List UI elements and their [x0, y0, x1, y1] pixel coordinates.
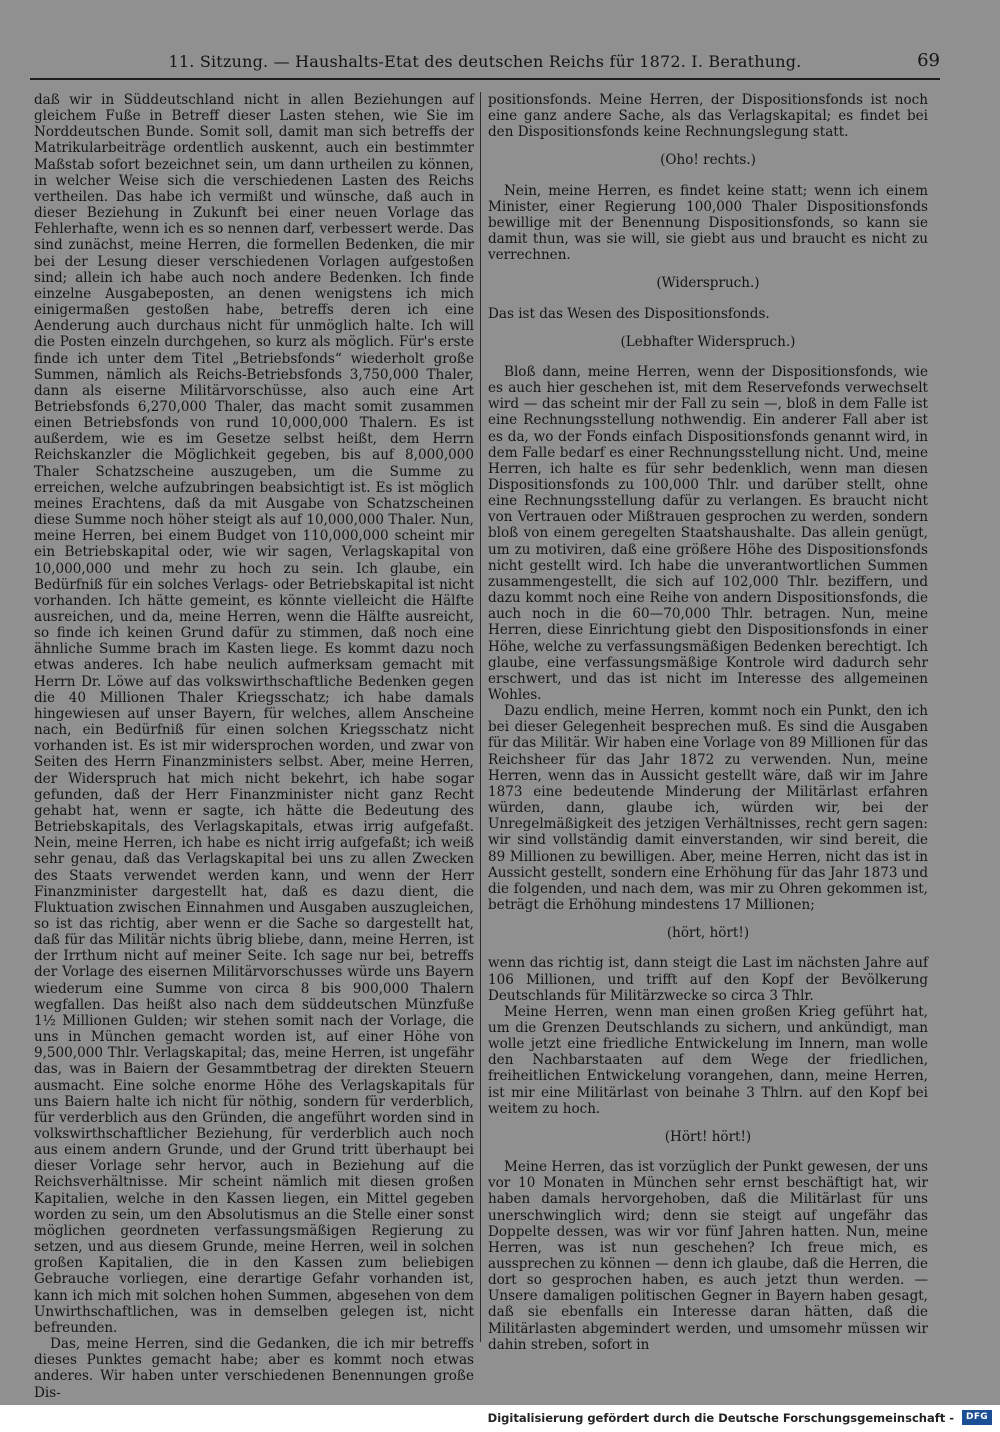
right-paragraph-6: wenn das richtig ist, dann steigt die Last im nächsten Jahre auf 106 Millionen, und trifft auf den Kopf der Bevölkerung Deutschlands für Militärzwecke so circa 3 Thlr.: [488, 955, 928, 1004]
interjection-lebhafter-widerspruch: (Lebhafter Widerspruch.): [620, 333, 796, 350]
right-paragraph-4: Bloß dann, meine Herren, wenn der Dispositionsfonds, wie es auch hier geschehen ist, mit dem Reservefonds verwechselt wird — das scheint mir der Fall zu sein —, bloß in dem Falle ist eine Rechnungsstellung nothwendig. Ein anderer Fall aber ist es da, wo der Fonds einfach Dispositionsfonds genannt wird, in dem Falle bedarf es einer Rechnungsstellung nicht. Und, meine Herren, ich halte es für sehr bedenklich, wenn man diesen Dispositionsfonds zu 100,000 Thlr. und darüber stellt, ohne eine Rechnungsstellung dafür zu verlangen. Es braucht nicht von Vertrauen oder Mißtrauen gesprochen zu werden, sondern bloß von einem geregelten Staatshaushalte. Das allein genügt, um zu motiviren, daß eine größere Höhe des Dispositionsfonds nicht gestellt wird. Ich habe die unverantwortlichen Summen zusammengestellt, die sich auf 102,000 Thlr. beziffern, und dazu kommt noch eine Reihe von andern Dispositionsfonds, die auch noch in die 60—70,000 Thlr. betragen. Nun, meine Herren, diese Einrichtung giebt den Dispositionsfonds in einer Höhe, welche zu verfassungsmäßigen Bedenken berechtigt. Ich glaube, eine verfassungsmäßige Kontrole wird dadurch sehr erschwert, und das ist nicht im Interesse des allgemeinen Wohles.: [488, 363, 928, 703]
interjection-hoert-2: (Hört! hört!): [664, 1128, 752, 1145]
left-paragraph-1: daß wir in Süddeutschland nicht in allen Beziehungen auf gleichem Fuße in Betreff dieser Lasten stehen, wie Sie im Norddeutschen Bunde. Somit soll, damit man sich betreffs der Matrikularbeiträge ordentlich auskennt, auch ein bestimmter Maßstab sofort bezeichnet sein, um dann urtheilen zu können, in welcher Weise sich die verschiedenen Lasten des Reichs vertheilen. Das habe ich vermißt und wünsche, daß auch in dieser Beziehung in Zukunft bei einer neuen Vorlage das Fehlerhafte, wenn ich es so nennen darf, verbessert werde. Das sind zunächst, meine Herren, die formellen Bedenken, die mir bei der Lesung dieser verschiedenen Vorlagen aufgestoßen sind; allein ich habe auch noch andere Bedenken. Ich finde einzelne Ausgabeposten, an denen wenigstens ich mich einigermaßen gestoßen habe, betreffs deren ich eine Aenderung auch durchaus nicht für unmöglich halte. Ich will die Posten einzeln durchgehen, so kurz als möglich. Für's erste finde ich unter dem Titel „Betriebsfonds“ wiederholt große Summen, nämlich als Reichs-Betriebsfonds 3,750,000 Thaler, dann als eiserne Militärvorschüsse, also auch eine Art Betriebsfonds 6,270,000 Thaler, das macht somit zusammen einen Betriebsfonds von rund 10,000,000 Thalern. Es ist außerdem, wie es im Gesetze selbst heißt, dem Herrn Reichskanzler die Möglichkeit gegeben, bis auf 8,000,000 Thaler Schatzscheine auszugeben, um die Summe zu erreichen, welche aufzubringen beabsichtigt ist. Es ist möglich meines Erachtens, daß da mit Ausgabe von Schatzscheinen diese Summe noch höher steigt als auf 10,000,000 Thaler. Nun, meine Herren, bei einem Budget von 110,000,000 scheint mir ein Betriebskapital oder, wie wir sagen, Verlagskapital von 10,000,000 und mehr zu hoch zu sein. Ich glaube, ein Bedürfniß für ein solches Verlags- oder Betriebskapital ist nicht vorhanden. Ich hätte gemeint, es könnte vielleicht die Hälfte ausreichen, und da, meine Herren, wenn die Hälfte ausreicht, so finde ich keinen Grund dafür zu stimmen, daß noch eine ähnliche Summe brach im Kasten liege. Es kommt dazu noch etwas anderes. Ich habe neulich aufmerksam gemacht mit Herrn Dr. Löwe auf das volkswirthschaftliche Bedenken gegen die 40 Millionen Thaler Kriegsschatz; ich habe damals hingewiesen auf unser Bayern, für welches, allem Anscheine nach, ein Bedürfniß für einen solchen Kriegsschatz nicht vorhanden ist. Es ist mir widersprochen worden, und zwar von Seiten des Herrn Finanzministers selbst. Aber, meine Herren, der Widerspruch hat mich nicht bekehrt, ich habe sogar gefunden, daß der Herr Finanzminister nicht ganz Recht gehabt hat, wenn er sagte, ich hätte die Bedeutung des Betriebskapitals, des Verlagskapitals, etwas irrig aufgefaßt. Nein, meine Herren, ich habe es nicht irrig aufgefaßt; ich weiß sehr genau, daß das Verlagskapital bei uns zu allen Zwecken des Staats verwendet werden kann, und wenn der Herr Finanzminister dargestellt hat, daß es dazu dient, die Fluktuation zwischen Einnahmen und Ausgaben auszugleichen, so ist das richtig, aber wenn er die Sache so dargestellt hat, daß für das Militär nichts übrig bliebe, dann, meine Herren, ist der Irrthum nicht auf meiner Seite. Ich sage nur bei, betreffs der Vorlage des eisernen Militärvorschusses würde uns Bayern wiederum eine Summe von circa 8 bis 900,000 Thalern wegfallen. Das heißt also nach dem süddeutschen Münzfuße 1½ Millionen Gulden; wir stehen somit nach der Vorlage, die uns in München gemacht worden ist, auf einer Höhe von 9,500,000 Thlr. Verlagskapital; das, meine Herren, ist ungefähr das, was in Baiern der Gesammtbetrag der direkten Steuern ausmacht. Eine solche enorme Höhe des Verlagskapitals für uns Baiern halte ich nicht für nöthig, sondern für verderblich, für verderblich aus den Gründen, die angeführt worden sind in volkswirthschaftlicher Beziehung, für verderblich auch noch aus einem andern Grunde, und der Grund tritt überhaupt bei dieser Vorlage sehr hervor, auch in Beziehung auf die Reichsverhältnisse. Mir scheint nämlich mit diesen großen Kapitalien, welche in den Kassen liegen, ein Mittel gegeben worden zu sein, um den Absolutismus an die Stelle einer sonst möglichen geordneten verfassungsmäßigen Regierung zu setzen, und aus diesem Grunde, meine Herren, weil in solchen großen Kapitalien, die in den Kassen zum beliebigen Gebrauche vorliegen, eine derartige Gefahr vorhanden ist, kann ich mich mit solchen hohen Summen, abgesehen von dem Unwirthschaftlichen, was in demselben gelegen ist, nicht befreunden.: [34, 92, 474, 1336]
page-number: 69: [917, 50, 940, 71]
page-header: [30, 48, 940, 80]
interjection-hoert-1: (hört, hört!): [666, 925, 750, 942]
left-paragraph-2: Das, meine Herren, sind die Gedanken, die ich mir betreffs dieses Punktes gemacht habe; aber es kommt noch etwas anderes. Wir haben unter verschiedenen Benennungen große Dis-: [34, 1336, 474, 1401]
left-column: [34, 92, 474, 1401]
right-paragraph-1: positionsfonds. Meine Herren, der Dispositionsfonds ist noch eine ganz andere Sache, als das Verlagskapital; es findet bei den Dispositionsfonds keine Rechnungslegung statt.: [488, 92, 928, 141]
interjection-widerspruch: (Widerspruch.): [656, 275, 760, 292]
right-paragraph-5: Dazu endlich, meine Herren, kommt noch ein Punkt, den ich bei dieser Gelegenheit besprechen muß. Es sind die Ausgaben für das Militär. Wir haben eine Vorlage von 89 Millionen für das Reichsheer für das Jahr 1872 zu verwenden. Nun, meine Herren, wenn das in Aussicht gestellt wäre, daß wir im Jahre 1873 eine bedeutende Minderung der Militärlast erfahren würden, dann, glaube ich, würden wir, bei der Unregelmäßigkeit des jetzigen Verhältnisses, recht gern sagen: wir sind vollständig damit einverstanden, wir sind bereit, die 89 Millionen zu bewilligen. Aber, meine Herren, nicht das ist in Aussicht gestellt, sondern eine Erhöhung für das Jahr 1873 und die folgenden, und nach dem, was mir zu Ohren gekommen ist, beträgt die Erhöhung mindestens 17 Millionen;: [488, 703, 928, 914]
column-divider: [480, 92, 481, 1342]
right-column: [488, 92, 928, 1352]
right-paragraph-2: Nein, meine Herren, es findet keine statt; wenn ich einem Minister, einer Regierung 100,000 Thaler Dispositionsfonds bewillige mit der Benennung Dispositionsfonds, so kann sie damit thun, was sie will, sie giebt aus und braucht es nicht zu verrechnen.: [488, 182, 928, 264]
dfg-logo: DFG: [962, 1410, 992, 1425]
interjection-oho: (Oho! rechts.): [660, 152, 756, 169]
header-title: 11. Sitzung. — Haushalts-Etat des deutschen Reichs für 1872. I. Berathung.: [168, 52, 802, 71]
footer-bar: [0, 1405, 1000, 1432]
right-paragraph-7: Meine Herren, wenn man einen großen Krieg geführt hat, um die Grenzen Deutschlands zu sichern, und ankündigt, man wolle jetzt eine friedliche Entwickelung im Innern, man wolle den Nachbarstaaten auf dem Wege der friedlichen, freiheitlichen Entwickelung vorangehen, dann, meine Herren, ist mir eine Militärlast von beinahe 3 Thlrn. auf den Kopf bei weitem zu hoch.: [488, 1003, 928, 1117]
right-paragraph-8: Meine Herren, das ist vorzüglich der Punkt gewesen, der uns vor 10 Monaten in München sehr ernst beschäftigt hat, wir haben damals hervorgehoben, daß die Militärlast für uns unerschwinglich wird; denn sie steigt auf ungefähr das Doppelte dessen, was wir vor fünf Jahren hatten. Nun, meine Herren, was ist nun geschehen? Ich freue mich, es aussprechen zu können — denn ich glaube, daß die Herren, die dort so gesprochen haben, es auch jetzt thun werden. — Unsere damaligen politischen Gegner in Bayern haben gesagt, daß sie ebenfalls ein Interesse daran hätten, daß die Militärlasten abgemindert werden, und umsomehr müssen wir dahin streben, sofort in: [488, 1159, 928, 1353]
footer-credit: Digitalisierung gefördert durch die Deutsche Forschungsgemeinschaft -: [487, 1411, 954, 1425]
right-paragraph-3: Das ist das Wesen des Dispositionsfonds.: [488, 305, 770, 322]
